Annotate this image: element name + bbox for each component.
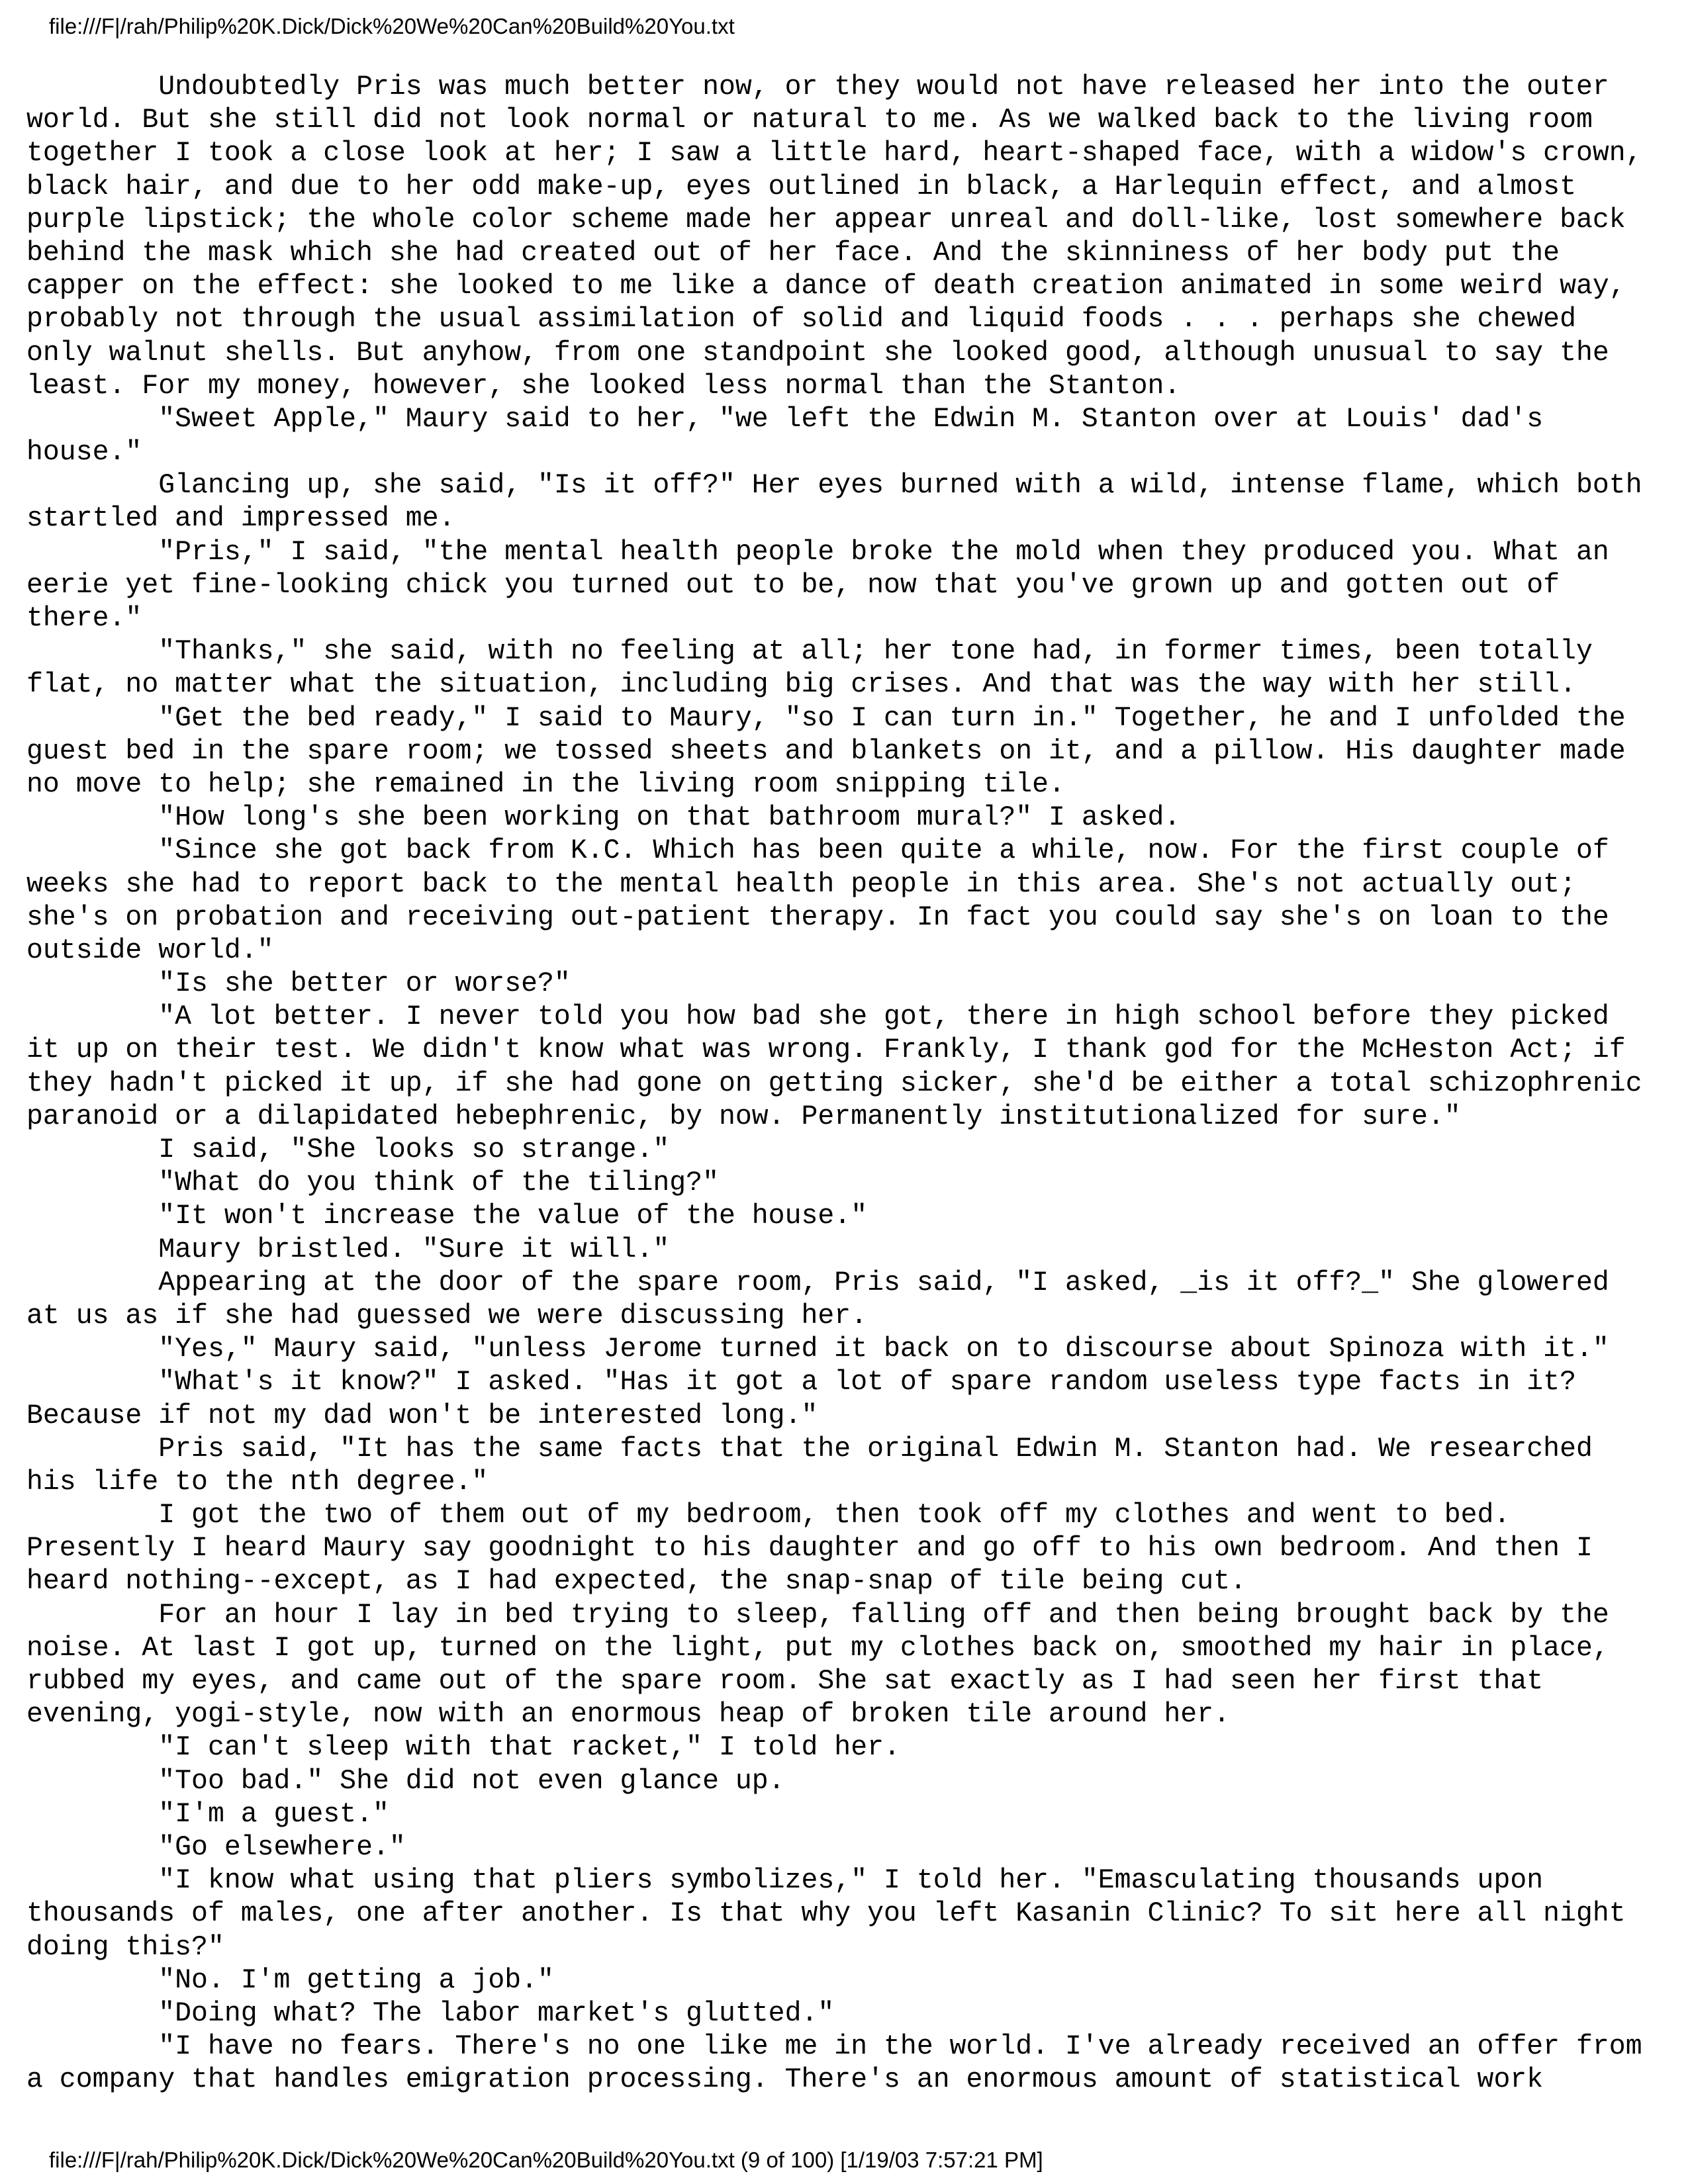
text-line: I said, "She looks so strange." [26,1134,670,1165]
text-line: no move to help; she remained in the living room snipping tile. [26,768,1065,800]
text-line: heard nothing--except, as I had expected, the snap-snap of tile being cut. [26,1566,1246,1598]
text-line: purple lipstick; the whole color scheme made her appear unreal and doll-like, lost somewhere back [26,204,1626,236]
text-line: weeks she had to report back to the mental health people in this area. She's not actually out; [26,868,1576,900]
text-line: "A lot better. I never told you how bad she got, there in high school before they picked [26,1001,1609,1033]
text-line: "I know what using that pliers symbolizes," I told her. "Emasculating thousands upon [26,1865,1544,1897]
text-line: "Doing what? The labor market's glutted." [26,1997,835,2029]
text-line: eerie yet fine-looking chick you turned out to be, now that you've grown up and gotten out of [26,569,1560,601]
text-line: "What do you think of the tiling?" [26,1167,719,1199]
text-line: "Too bad." She did not even glance up. [26,1765,785,1797]
text-line: probably not through the usual assimilation of solid and liquid foods . . . perhaps she chewed [26,304,1576,336]
text-line: only walnut shells. But anyhow, from one standpoint she looked good, although unusual to say the [26,337,1609,369]
text-line: it up on their test. We didn't know what was wrong. Frankly, I thank god for the McHeston Act; if [26,1034,1626,1066]
text-line: guest bed in the spare room; we tossed sheets and blankets on it, and a pillow. His daughter made [26,735,1626,767]
text-line: Presently I heard Maury say goodnight to his daughter and go off to his own bedroom. And then I [26,1533,1593,1565]
text-line: "Is she better or worse?" [26,968,571,1000]
text-line: evening, yogi-style, now with an enormous heap of broken tile around her. [26,1699,1230,1731]
text-line: black hair, and due to her odd make-up, eyes outlined in black, a Harlequin effect, and almost [26,171,1576,203]
page-footer: file:///F|/rah/Philip%20K.Dick/Dick%20We%20Can%20Build%20You.txt (9 of 100) [1/19/03 7:57:21 PM] [49,2148,1043,2172]
text-line: "What's it know?" I asked. "Has it got a lot of spare random useless type facts in it? [26,1367,1576,1398]
text-line: she's on probation and receiving out-patient therapy. In fact you could say she's on loan to the [26,901,1609,933]
text-line: flat, no matter what the situation, including big crises. And that was the way with her still. [26,669,1576,701]
text-line: they hadn't picked it up, if she had gone on getting sicker, she'd be either a total schizophrenic [26,1068,1642,1099]
text-line: "It won't increase the value of the house." [26,1201,868,1232]
text-line: "How long's she been working on that bathroom mural?" I asked. [26,802,1181,834]
text-line: "Sweet Apple," Maury said to her, "we left the Edwin M. Stanton over at Louis' dad's [26,403,1544,435]
text-line: "Yes," Maury said, "unless Jerome turned it back on to discourse about Spinoza with it." [26,1334,1609,1365]
document-body [26,71,1662,2097]
text-line: outside world." [26,934,274,966]
text-line: his life to the nth degree." [26,1466,489,1498]
text-line: paranoid or a dilapidated hebephrenic, by now. Permanently institutionalized for sure." [26,1101,1461,1132]
text-line: Undoubtedly Pris was much better now, or they would not have released her into the outer [26,71,1609,103]
text-line: least. For my money, however, she looked less normal than the Stanton. [26,370,1181,402]
text-line: rubbed my eyes, and came out of the spare room. She sat exactly as I had seen her first that [26,1666,1544,1697]
text-line: doing this?" [26,1931,224,1963]
text-line: I got the two of them out of my bedroom, then took off my clothes and went to bed. [26,1500,1511,1531]
text-line: Because if not my dad won't be interested long." [26,1400,818,1432]
text-line: "Go elsewhere." [26,1831,406,1863]
text-line: "Get the bed ready," I said to Maury, "so I can turn in." Together, he and I unfolded the [26,702,1626,734]
text-line: capper on the effect: she looked to me like a dance of death creation animated in some weird way, [26,271,1626,302]
text-line: "No. I'm getting a job." [26,1964,554,1996]
text-line: startled and impressed me. [26,503,455,535]
text-line: there." [26,603,142,634]
text-line: at us as if she had guessed we were discussing her. [26,1300,868,1332]
text-line: Maury bristled. "Sure it will." [26,1234,670,1265]
text-line: Glancing up, she said, "Is it off?" Her eyes burned with a wild, intense flame, which both [26,470,1642,502]
text-line: behind the mask which she had created out of her face. And the skinniness of her body put the [26,237,1560,269]
text-line: house." [26,437,142,469]
text-line: world. But she still did not look normal or natural to me. As we walked back to the living room [26,105,1593,136]
text-line: Appearing at the door of the spare room, Pris said, "I asked, _is it off?_" She glowered [26,1267,1609,1298]
text-line: together I took a close look at her; I saw a little hard, heart-shaped face, with a widow's crown, [26,138,1642,169]
text-line: thousands of males, one after another. Is that why you left Kasanin Clinic? To sit here all night [26,1898,1626,1930]
page-header-path: file:///F|/rah/Philip%20K.Dick/Dick%20We%20Can%20Build%20You.txt [49,14,735,38]
text-line: "Thanks," she said, with no feeling at all; her tone had, in former times, been totally [26,636,1593,668]
text-line: "I have no fears. There's no one like me in the world. I've already received an offer from [26,2031,1642,2063]
text-line: noise. At last I got up, turned on the light, put my clothes back on, smoothed my hair in place, [26,1632,1609,1664]
text-line: For an hour I lay in bed trying to sleep, falling off and then being brought back by the [26,1599,1609,1631]
text-line: "I'm a guest." [26,1798,389,1830]
text-line: "Since she got back from K.C. Which has been quite a while, now. For the first couple of [26,835,1609,867]
text-line: Pris said, "It has the same facts that the original Edwin M. Stanton had. We researched [26,1433,1593,1465]
text-line: a company that handles emigration processing. There's an enormous amount of statistical work [26,2064,1544,2096]
text-line: "Pris," I said, "the mental health people broke the mold when they produced you. What an [26,536,1609,568]
text-line: "I can't sleep with that racket," I told her. [26,1732,900,1764]
